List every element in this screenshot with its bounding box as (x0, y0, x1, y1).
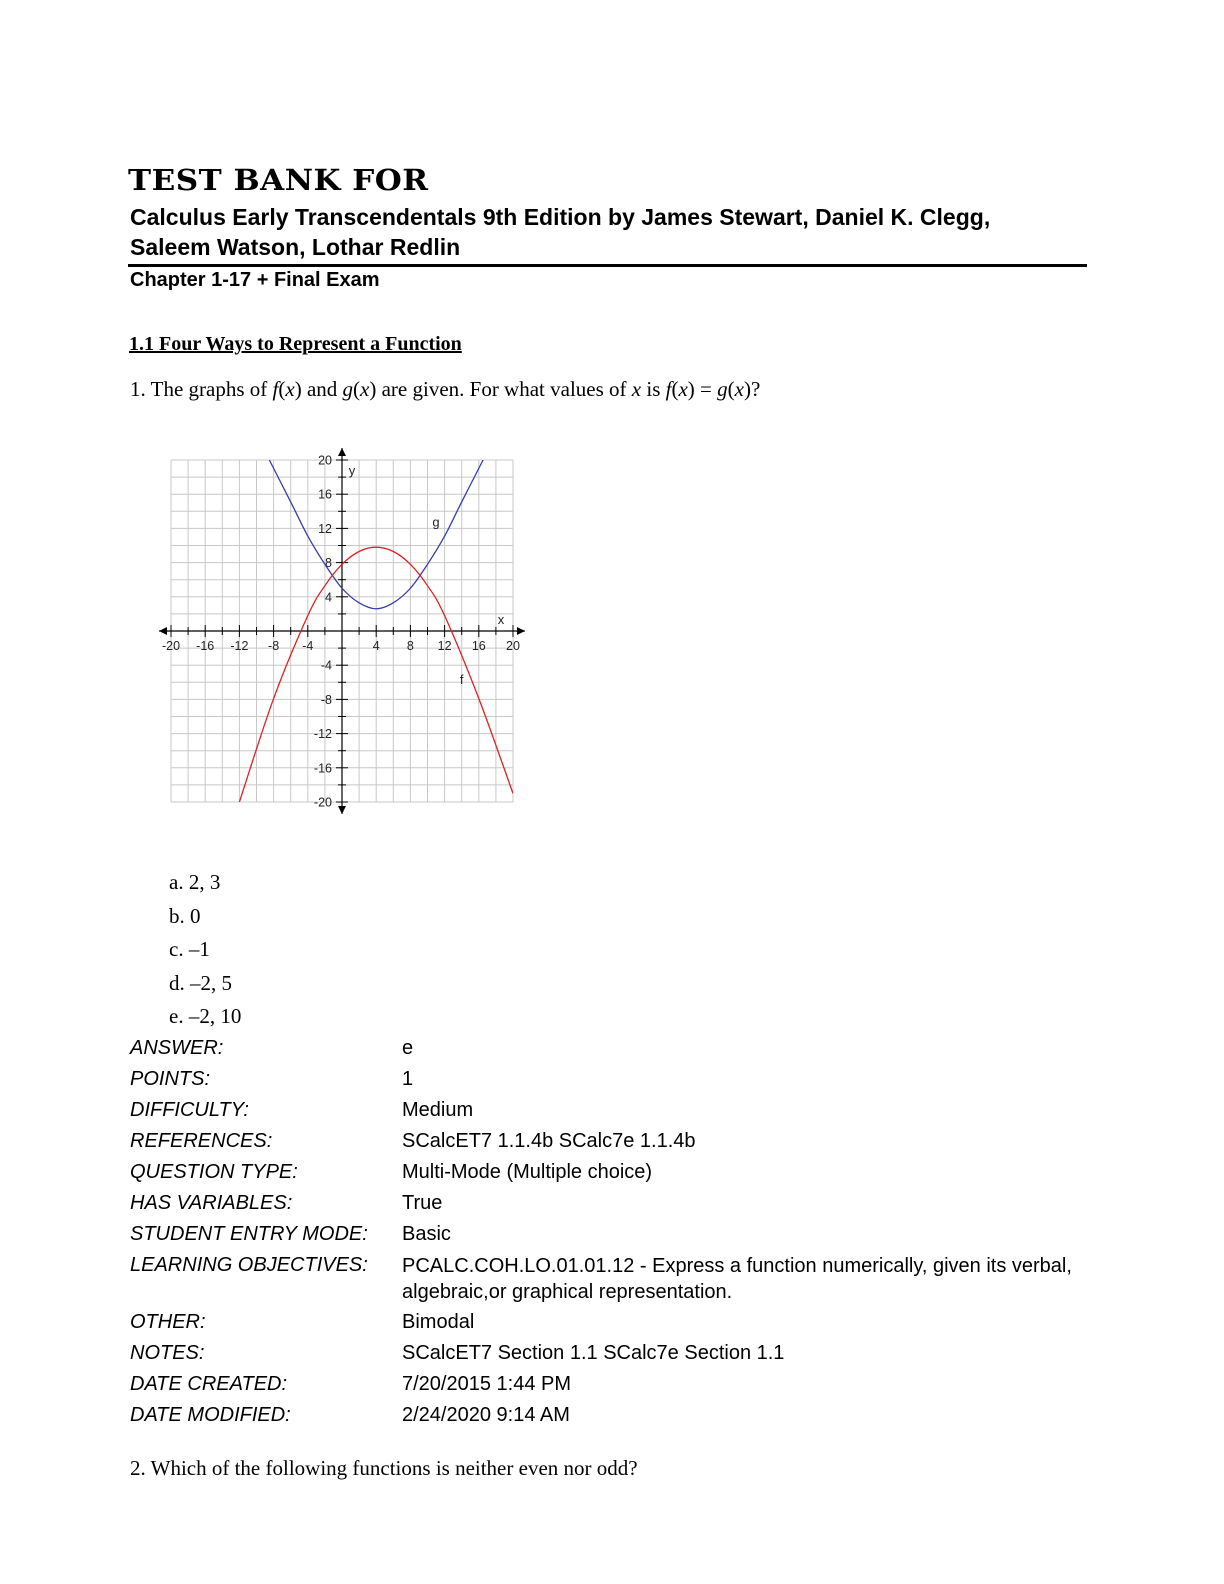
metadata-key: ANSWER: (130, 1037, 224, 1059)
choice-text: 2, 3 (188, 870, 221, 894)
metadata-value: 1 (402, 1068, 414, 1090)
metadata-value: Basic (402, 1223, 451, 1245)
metadata-row (130, 1369, 1082, 1400)
x-tick-label: 16 (471, 639, 486, 653)
y-axis-arrow-down (338, 806, 346, 814)
section-heading: 1.1 Four Ways to Represent a Function (129, 333, 462, 355)
metadata-key: DATE CREATED: (130, 1373, 288, 1395)
choice-letter: a. (169, 870, 184, 894)
metadata-key: POINTS: (130, 1068, 211, 1090)
y-tick-label: 8 (325, 556, 332, 571)
metadata-value: PCALC.COH.LO.01.01.12 - Express a function numerically, given its verbal, algebraic,or graphical representation. (402, 1255, 1072, 1303)
metadata-key: NOTES: (130, 1342, 205, 1364)
metadata-row (130, 1338, 1082, 1369)
metadata-row (130, 1095, 1082, 1126)
y-tick-label: 20 (318, 453, 332, 468)
question-number: 1. (130, 377, 146, 401)
metadata-value: SCalcET7 Section 1.1 SCalc7e Section 1.1 (402, 1342, 785, 1364)
metadata-key: LEARNING OBJECTIVES: (130, 1254, 368, 1276)
y-tick-label: -8 (320, 692, 332, 707)
metadata-value: True (402, 1192, 443, 1214)
answer-choices (169, 868, 241, 1036)
y-axis-arrow-up (338, 448, 346, 456)
choice-text: 0 (190, 903, 201, 928)
metadata-key: REFERENCES: (130, 1130, 273, 1152)
metadata-row (130, 1400, 1082, 1431)
metadata-value: Medium (402, 1099, 474, 1121)
x-tick-label: 20 (506, 639, 520, 653)
metadata-key: HAS VARIABLES: (130, 1192, 293, 1214)
metadata-value: Bimodal (402, 1311, 475, 1333)
y-tick-label: -12 (313, 727, 332, 742)
choice-letter: c. (169, 937, 184, 961)
metadata-value: e (402, 1037, 414, 1059)
answer-choice (169, 1002, 241, 1036)
metadata-row (130, 1307, 1082, 1338)
function-graph (150, 440, 540, 820)
metadata-value: 2/24/2020 9:14 AM (402, 1404, 570, 1426)
x-tick-label: -4 (302, 639, 314, 653)
metadata-key: DIFFICULTY: (130, 1099, 249, 1121)
x-tick-label: 4 (372, 639, 380, 653)
x-axis-label: x (497, 612, 505, 627)
y-tick-label: 4 (325, 590, 332, 605)
choice-text: –2, 5 (190, 970, 232, 995)
metadata-key: DATE MODIFIED: (130, 1404, 291, 1426)
metadata-row (130, 1219, 1082, 1250)
test-bank-title: TEST BANK FOR (128, 164, 429, 198)
metadata-row (130, 1126, 1082, 1157)
y-tick-label: 16 (318, 487, 332, 502)
x-axis-arrow-right (517, 627, 525, 635)
chapter-subtitle: Chapter 1-17 + Final Exam (130, 269, 380, 291)
x-axis-arrow-left (159, 627, 167, 635)
choice-letter: e. (169, 1004, 184, 1028)
question-metadata (130, 1033, 1082, 1431)
x-tick-label: 12 (437, 639, 452, 653)
x-tick-label: -16 (196, 639, 215, 653)
y-tick-label: -4 (320, 658, 332, 673)
answer-choice (169, 868, 241, 902)
metadata-key: QUESTION TYPE: (130, 1161, 298, 1183)
metadata-key: STUDENT ENTRY MODE: (130, 1223, 368, 1245)
answer-choice (169, 969, 241, 1003)
metadata-row (130, 1033, 1082, 1064)
metadata-row (130, 1188, 1082, 1219)
series-label-f: f (459, 672, 464, 688)
y-tick-label: -20 (313, 795, 332, 810)
answer-choice (169, 902, 241, 936)
choice-letter: d. (169, 970, 185, 995)
x-tick-label: 8 (406, 639, 414, 653)
metadata-value: Multi-Mode (Multiple choice) (402, 1161, 653, 1183)
metadata-value: 7/20/2015 1:44 PM (402, 1373, 572, 1395)
x-tick-label: -20 (161, 639, 181, 653)
choice-text: –2, 10 (188, 1004, 242, 1028)
choice-letter: b. (169, 903, 185, 928)
y-tick-label: 12 (318, 521, 332, 536)
question-1-text: 1. The graphs of f(x) and g(x) are given. For what values of x is f(x) = g(x)? (130, 377, 761, 401)
metadata-key: OTHER: (130, 1311, 206, 1333)
x-tick-label: -8 (268, 639, 280, 653)
question-2-text: 2. Which of the following functions is neither even nor odd? (130, 1456, 638, 1480)
x-tick-label: -12 (230, 639, 249, 653)
choice-text: –1 (188, 937, 210, 961)
y-axis-label: y (348, 463, 356, 478)
metadata-row (130, 1064, 1082, 1095)
answer-choice (169, 935, 241, 969)
metadata-row (130, 1250, 1082, 1307)
metadata-value: SCalcET7 1.1.4b SCalc7e 1.1.4b (402, 1130, 696, 1152)
series-label-g: g (432, 514, 440, 530)
metadata-row (130, 1157, 1082, 1188)
book-title: Calculus Early Transcendentals 9th Edition by James Stewart, Daniel K. Clegg, Saleem Watson, Lothar Redlin (130, 204, 991, 260)
y-tick-label: -16 (313, 761, 332, 776)
